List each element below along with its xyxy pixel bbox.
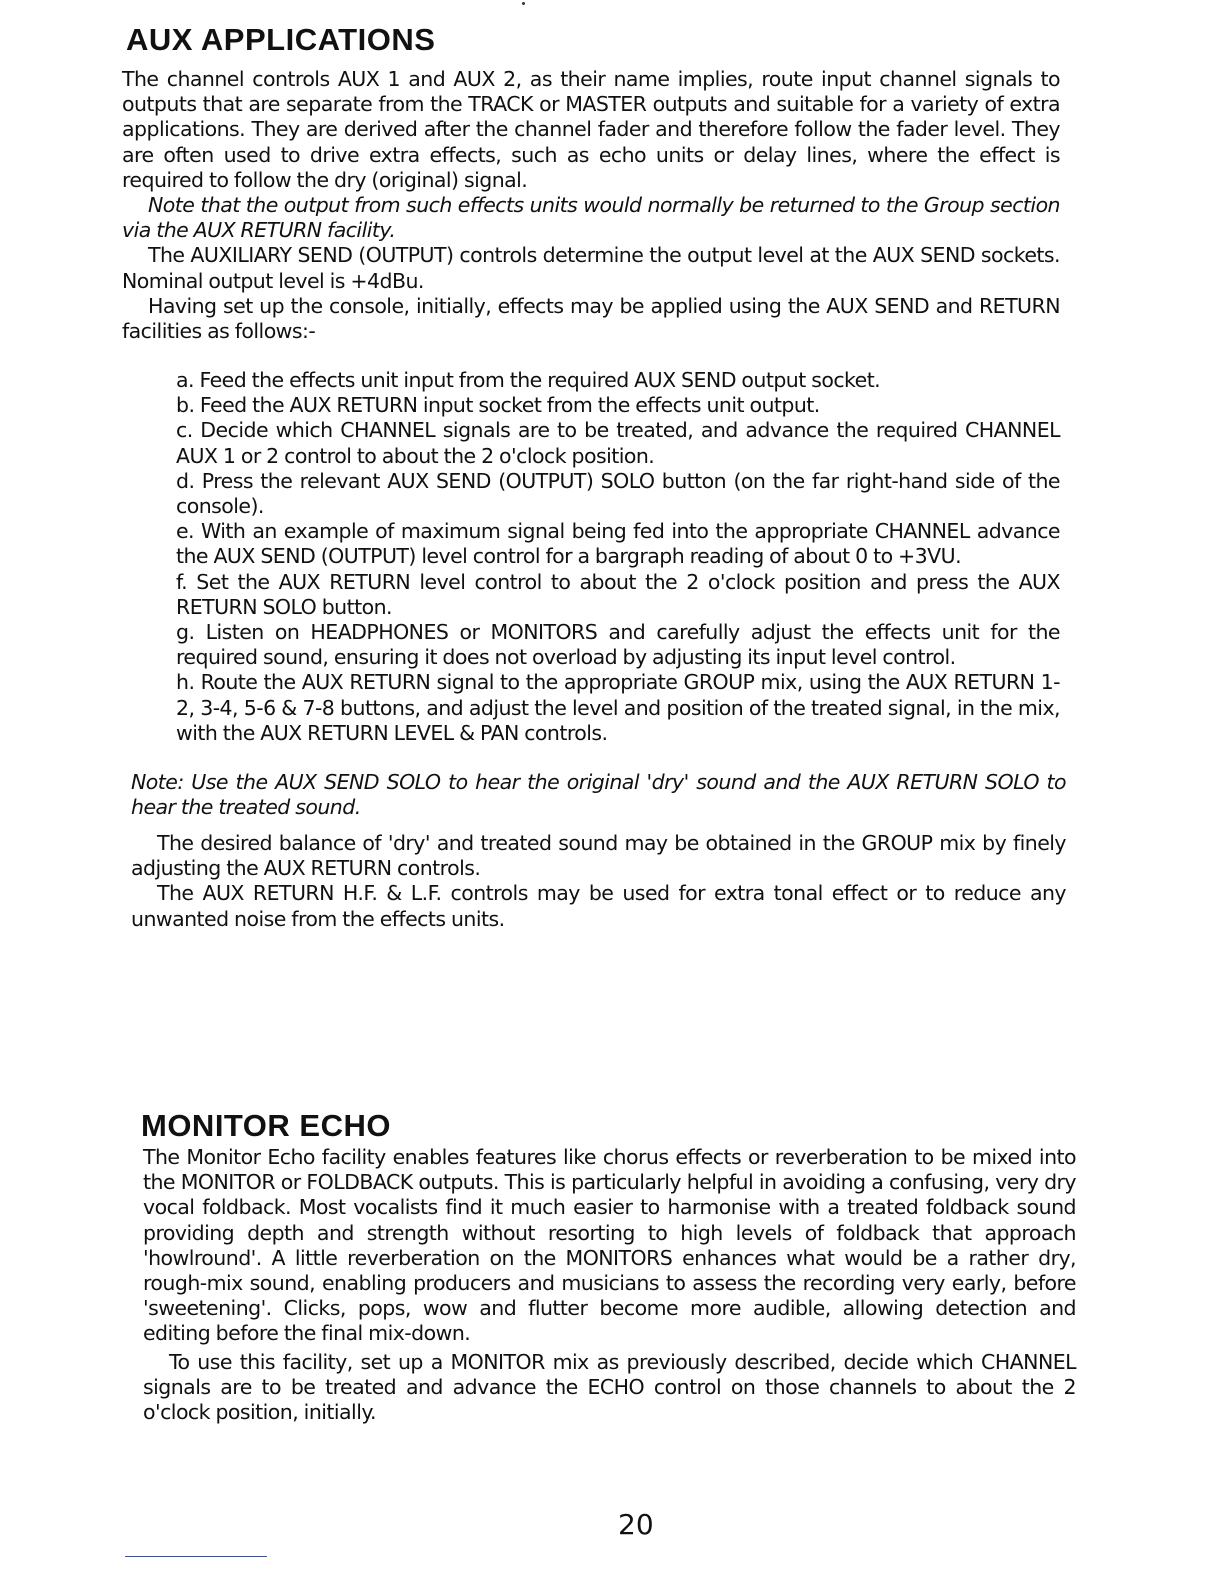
bottom-rule — [125, 1556, 267, 1557]
aux-balance-paragraph: The desired balance of 'dry' and treated sound may be obtained in the GROUP mix by finely adjusting the AUX RETURN controls. — [131, 831, 1066, 881]
aux-step-c: c. Decide which CHANNEL signals are to be treated, and advance the required CHANNEL AUX 1 or 2 control to about the 2 o'clock position. — [176, 418, 1060, 468]
aux-solo-note-block — [131, 770, 1066, 820]
echo-intro-paragraph: The Monitor Echo facility enables features like chorus effects or reverberation to be mixed into the MONITOR or FOLDBACK outputs. This is particularly helpful in avoiding a confusing, very dry vocal foldback. Most vocalists find it much easier to harmonise with a treated foldback sound providing depth and strength without resorting to high levels of foldback that approach 'howlround'. A little reverberation on the MONITORS enhances what would be a rather dry, rough-mix sound, enabling producers and musicians to assess the recording very early, before 'sweetening'. Clicks, pops, wow and flutter become more audible, allowing detection and editing before the final mix-down. — [143, 1145, 1076, 1346]
aux-step-b: b. Feed the AUX RETURN input socket from the effects unit output. — [176, 393, 820, 418]
echo-intro-block — [143, 1145, 1076, 1347]
aux-step-a: a. Feed the effects unit input from the required AUX SEND output socket. — [176, 368, 881, 392]
aux-step-g: g. Listen on HEADPHONES or MONITORS and carefully adjust the effects unit for the required sound, ensuring it does not overload by adjusting its input level control. — [176, 620, 1060, 670]
echo-usage-paragraph: To use this facility, set up a MONITOR mix as previously described, decide which CHANNEL signals are to be treated and advance the ECHO control on those channels to about the 2 o'clock position, initially. — [143, 1350, 1076, 1425]
aux-intro-block — [122, 67, 1060, 344]
aux-intro-paragraph: The channel controls AUX 1 and AUX 2, as their name implies, route input channel signals to outputs that are separate from the TRACK or MASTER outputs and suitable for a variety of extra applications. They are derived after the channel fader and therefore follow the fader level. They are often used to drive extra effects, such as echo units or delay lines, where the effect is required to follow the dry (original) signal. — [122, 67, 1060, 192]
monitor-echo-heading: MONITOR ECHO — [141, 1108, 391, 1143]
aux-applications-heading: AUX APPLICATIONS — [126, 22, 436, 57]
echo-usage-block — [143, 1350, 1076, 1426]
aux-steps-list — [176, 368, 1060, 746]
aux-tonal-paragraph: The AUX RETURN H.F. & L.F. controls may be used for extra tonal effect or to reduce any unwanted noise from the effects units. — [131, 881, 1066, 931]
page-number: 20 — [618, 1508, 654, 1541]
aux-step-h: h. Route the AUX RETURN signal to the appropriate GROUP mix, using the AUX RETURN 1-2, 3-4, 5-6 & 7-8 buttons, and adjust the level and position of the treated signal, in the mix, with the AUX RETURN LEVEL & PAN controls. — [176, 670, 1060, 745]
aux-return-note: Note that the output from such effects units would normally be returned to the Group section via the AUX RETURN facility. — [122, 193, 1060, 243]
aux-step-e: e. With an example of maximum signal being fed into the appropriate CHANNEL advance the AUX SEND (OUTPUT) level control for a bargraph reading of about 0 to +3VU. — [176, 519, 1060, 569]
aux-send-paragraph: The AUXILIARY SEND (OUTPUT) controls determine the output level at the AUX SEND sockets. Nominal output level is +4dBu. — [122, 243, 1060, 293]
aux-setup-paragraph: Having set up the console, initially, effects may be applied using the AUX SEND and RETURN facilities as follows:- — [122, 293, 1060, 344]
aux-tail-block — [131, 831, 1066, 932]
scan-speck — [522, 2, 525, 5]
aux-step-d: d. Press the relevant AUX SEND (OUTPUT) SOLO button (on the far right-hand side of the console). — [176, 468, 1060, 519]
aux-step-f: f. Set the AUX RETURN level control to about the 2 o'clock position and press the AUX RETURN SOLO button. — [176, 569, 1060, 619]
aux-solo-note: Note: Use the AUX SEND SOLO to hear the original 'dry' sound and the AUX RETURN SOLO to hear the treated sound. — [131, 770, 1066, 820]
